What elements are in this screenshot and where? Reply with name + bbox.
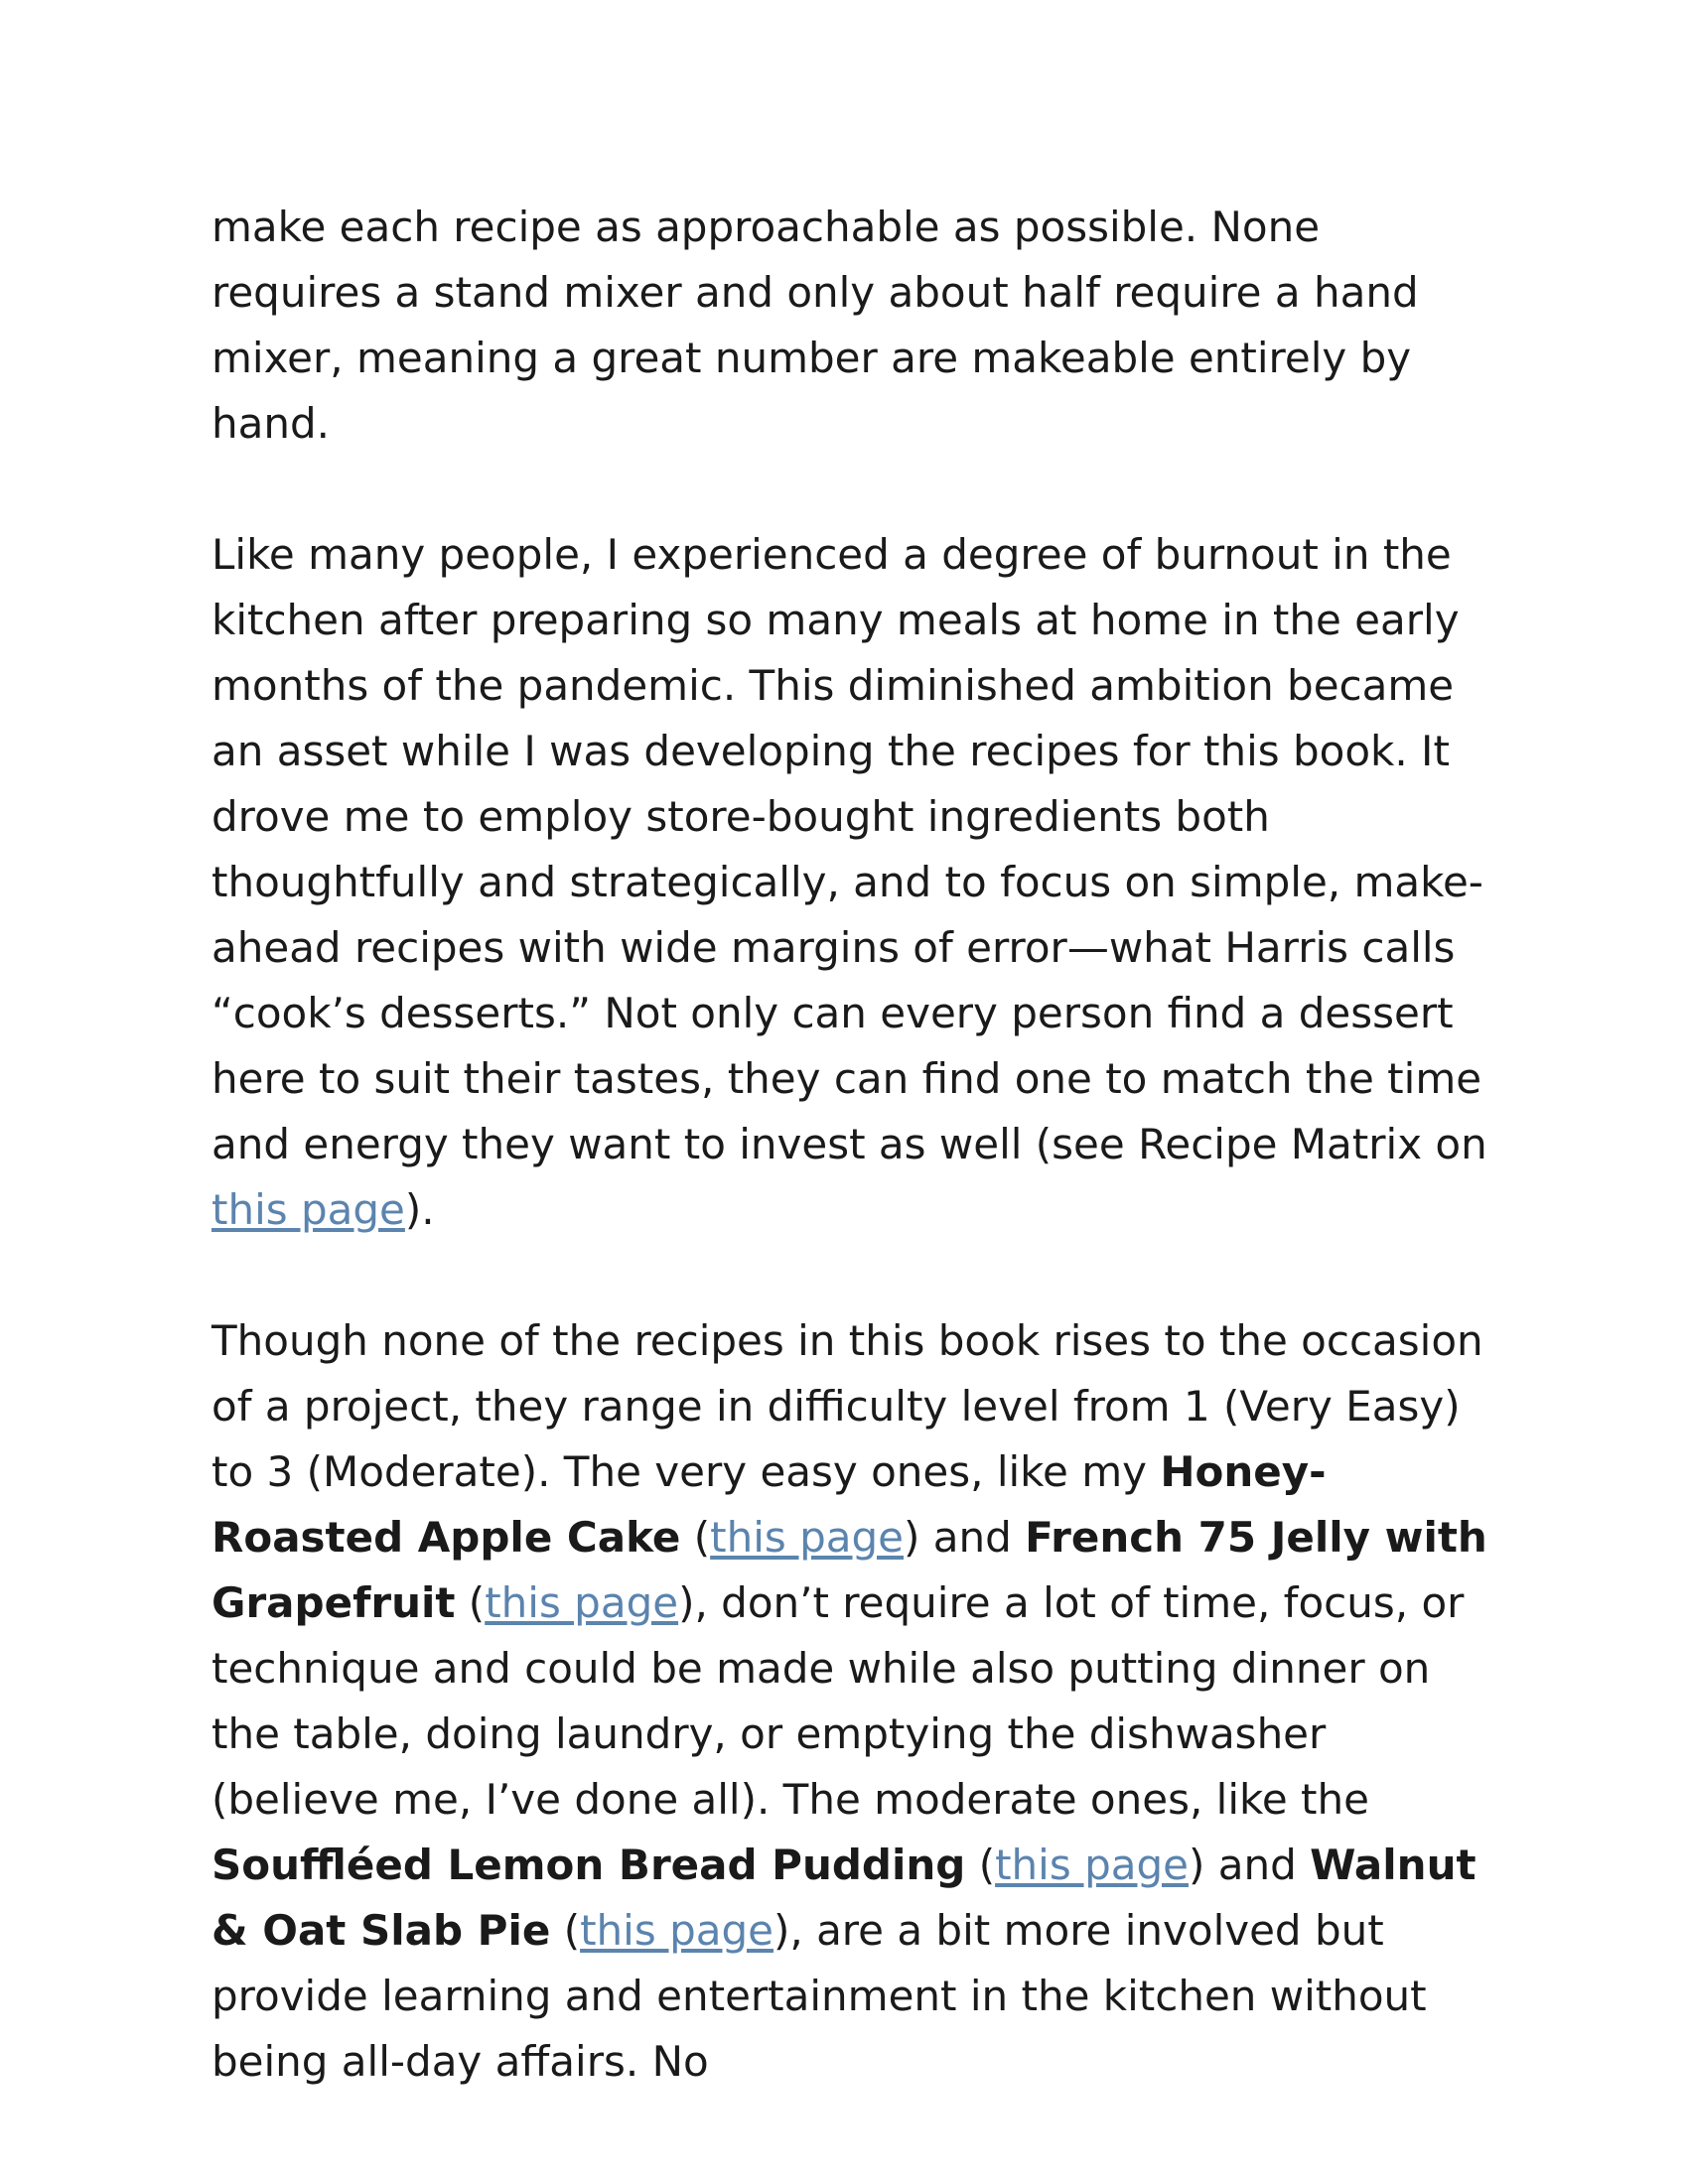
- paragraph-text: make each recipe as approachable as possible. None requires a stand mixer and only about half require a hand mixer, meaning a great number are makeable entirely by hand.: [211, 203, 1419, 448]
- paragraph-approachable: [211, 195, 1492, 457]
- recipe-name-honey-roasted-apple-cake: Honey-Roasted Apple Cake: [211, 1447, 1327, 1562]
- french-75-jelly-page-link[interactable]: this page: [485, 1578, 679, 1627]
- paragraph-text: Like many people, I experienced a degree of burnout in the kitchen after preparing so many meals at home in the early months of the pandemic. This diminished ambition became an asset while I was developing the recipes for this book. It drove me to employ store-bought ingredients both thoughtfully and strategically, and to focus on simple, make-ahead recipes with wide margins of error—what Harris calls “cook’s desserts.” Not only can every person find a dessert here to suit their tastes, they can find one to match the time and energy they want to invest as well (see Recipe Matrix on: [211, 530, 1487, 1168]
- apple-cake-page-link[interactable]: this page: [710, 1513, 905, 1562]
- paragraph-text: ) and: [904, 1513, 1026, 1562]
- paragraph-burnout: [211, 522, 1492, 1243]
- recipe-name-french-75-jelly: French 75 Jelly with Grapefruit: [211, 1513, 1487, 1627]
- paragraph-text: (: [550, 1906, 581, 1955]
- paragraph-text: ), are a bit more involved but provide learning and entertainment in the kitchen without being all-day affairs. No: [211, 1906, 1427, 2086]
- paragraph-text: (: [455, 1578, 486, 1627]
- page-body: [211, 195, 1492, 2095]
- paragraph-text-end: ).: [404, 1185, 435, 1234]
- bread-pudding-page-link[interactable]: this page: [995, 1841, 1189, 1889]
- paragraph-text: ), don’t require a lot of time, focus, or technique and could be made while also putting dinner on the table, doing laundry, or emptying the dishwasher (believe me, I’ve done all). The moderate ones, like the: [211, 1578, 1465, 1824]
- recipe-name-souffleed-lemon-bread-pudding: Souffléed Lemon Bread Pudding: [211, 1841, 966, 1889]
- paragraph-text: (: [965, 1841, 996, 1889]
- paragraph-text: ) and: [1188, 1841, 1311, 1889]
- paragraph-text: (: [680, 1513, 711, 1562]
- recipe-matrix-link[interactable]: this page: [211, 1185, 405, 1234]
- recipe-name-walnut-oat-slab-pie: Walnut & Oat Slab Pie: [211, 1841, 1477, 1955]
- paragraph-text: Though none of the recipes in this book rises to the occasion of a project, they range in difficulty level from 1 (Very Easy) to 3 (Moderate). The very easy ones, like my: [211, 1316, 1483, 1496]
- slab-pie-page-link[interactable]: this page: [580, 1906, 774, 1955]
- paragraph-difficulty: [211, 1308, 1492, 2095]
